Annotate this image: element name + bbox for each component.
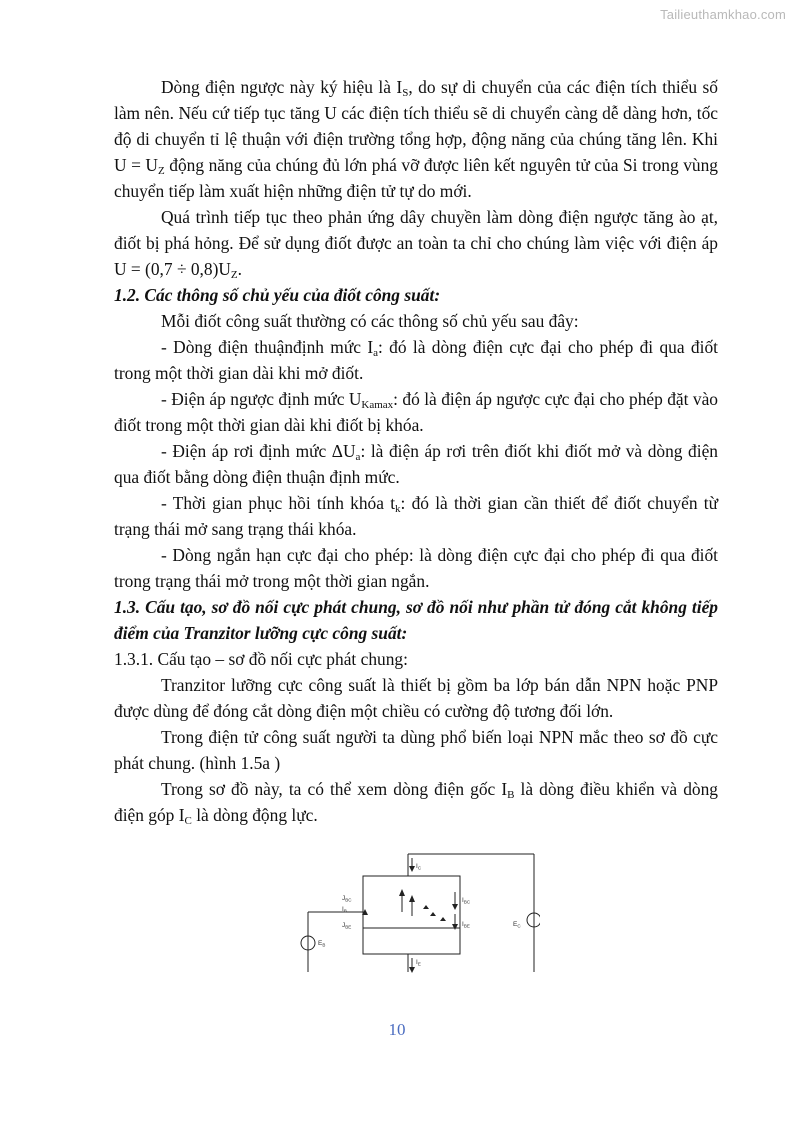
paragraph-7: - Thời gian phục hồi tính khóa $t_k$: đó là thời gian cần thiết để điốt chuyển từ trạng thái mở sang trạng thái khóa. [114, 493, 718, 539]
label-ie: $I_E$ [416, 959, 421, 967]
label-ibe: $I_{BE}$ [462, 921, 470, 929]
heading-1-3: 1.3. Cấu tạo, sơ đồ nối cực phát chung, sơ đồ nối như phần tử đóng cắt không tiếp điểm của Tranzitor lưỡng cực công suất: [114, 597, 718, 643]
paragraph-3: Mỗi điốt công suất thường có các thông số chủ yếu sau đây: [161, 311, 579, 331]
label-ibc: $I_{BC}$ [462, 897, 471, 905]
paragraph-8: - Dòng ngắn hạn cực đại cho phép: là dòng điện cực đại cho phép đi qua điốt trong trạng thái mở trong một thời gian ngắn. [114, 545, 718, 591]
label-ic: $I_C$ [416, 863, 422, 871]
label-jbe: $J_{BE}$ [342, 922, 352, 930]
label-uc: $E_C$ [513, 921, 521, 929]
subheading-1-3-1: 1.3.1. Cấu tạo – sơ đồ nối cực phát chung: [114, 649, 408, 669]
page-body [114, 74, 718, 828]
transistor-circuit-diagram [290, 850, 540, 976]
paragraph-9: Tranzitor lưỡng cực công suất là thiết bị gồm ba lớp bán dẫn NPN hoặc PNP được dùng để đóng cắt dòng điện một chiều có cường độ tương đối lớn. [114, 675, 718, 721]
arrowhead [409, 967, 415, 973]
hole-dot [440, 917, 446, 921]
label-jbc: $J_{BC}$ [342, 895, 352, 903]
paragraph-2: Quá trình tiếp tục theo phản ứng dây chuyền làm dòng điện ngược tăng ào ạt, điốt bị phá hỏng. Để sử dụng điốt được an toàn ta chỉ cho chúng làm việc với điện áp $U = (0,7 \div 0,8)U_Z$. [114, 207, 718, 281]
heading-1-2: 1.2. Các thông số chủ yếu của điốt công suất: [114, 285, 441, 305]
label-ub: $E_B$ [318, 940, 326, 948]
paragraph-4: - Dòng điện thuậnđịnh mức $I_a$: đó là dòng điện cực đại cho phép đi qua điốt trong một thời gian dài khi mở điốt. [114, 337, 718, 383]
arrowhead [452, 924, 458, 930]
arrowhead [409, 895, 415, 902]
paragraph-6: - Điện áp rơi định mức $\Delta U_a$: là điện áp rơi trên điốt khi điốt mở và dòng điện qua điốt bằng dòng điện thuận định mức. [114, 441, 718, 487]
paragraph-1: Dòng điện ngược này ký hiệu là $I_S$, do sự di chuyển của các điện tích thiểu số làm nên. Nếu cứ tiếp tục tăng U các điện tích thiểu sẽ di chuyển càng dễ dàng hơn, tốc độ di chuyển tỉ lệ thuận với điện trường tổng hợp, động năng của chúng tăng lên. Khi $U = U_Z$ động năng của chúng đủ lớn phá vỡ được liên kết nguyên tử của Si trong vùng chuyển tiếp làm xuất hiện những điện tử tự do mới. [114, 77, 719, 201]
arrowhead [452, 904, 458, 910]
watermark: Tailieuthamkhao.com [660, 7, 786, 22]
hole-dot [430, 912, 436, 916]
paragraph-11: Trong sơ đồ này, ta có thể xem dòng điện gốc $I_B$ là dòng điều khiển và dòng điện góp $I_C$ là dòng động lực. [114, 779, 718, 827]
hole-dot [423, 905, 429, 909]
arrowhead [409, 866, 415, 872]
paragraph-10: Trong điện tử công suất người ta dùng phổ biến loại NPN mắc theo sơ đồ cực phát chung. (hình 1.5a ) [114, 727, 718, 773]
label-ib: $I_B$ [342, 906, 347, 914]
page-number: 10 [388, 1020, 406, 1039]
arrowhead [399, 889, 405, 896]
paragraph-5: - Điện áp ngược định mức $U_{Kamax}$: đó là điện áp ngược cực đại cho phép đặt vào điốt trong một thời gian dài khi điốt bị khóa. [114, 389, 719, 435]
